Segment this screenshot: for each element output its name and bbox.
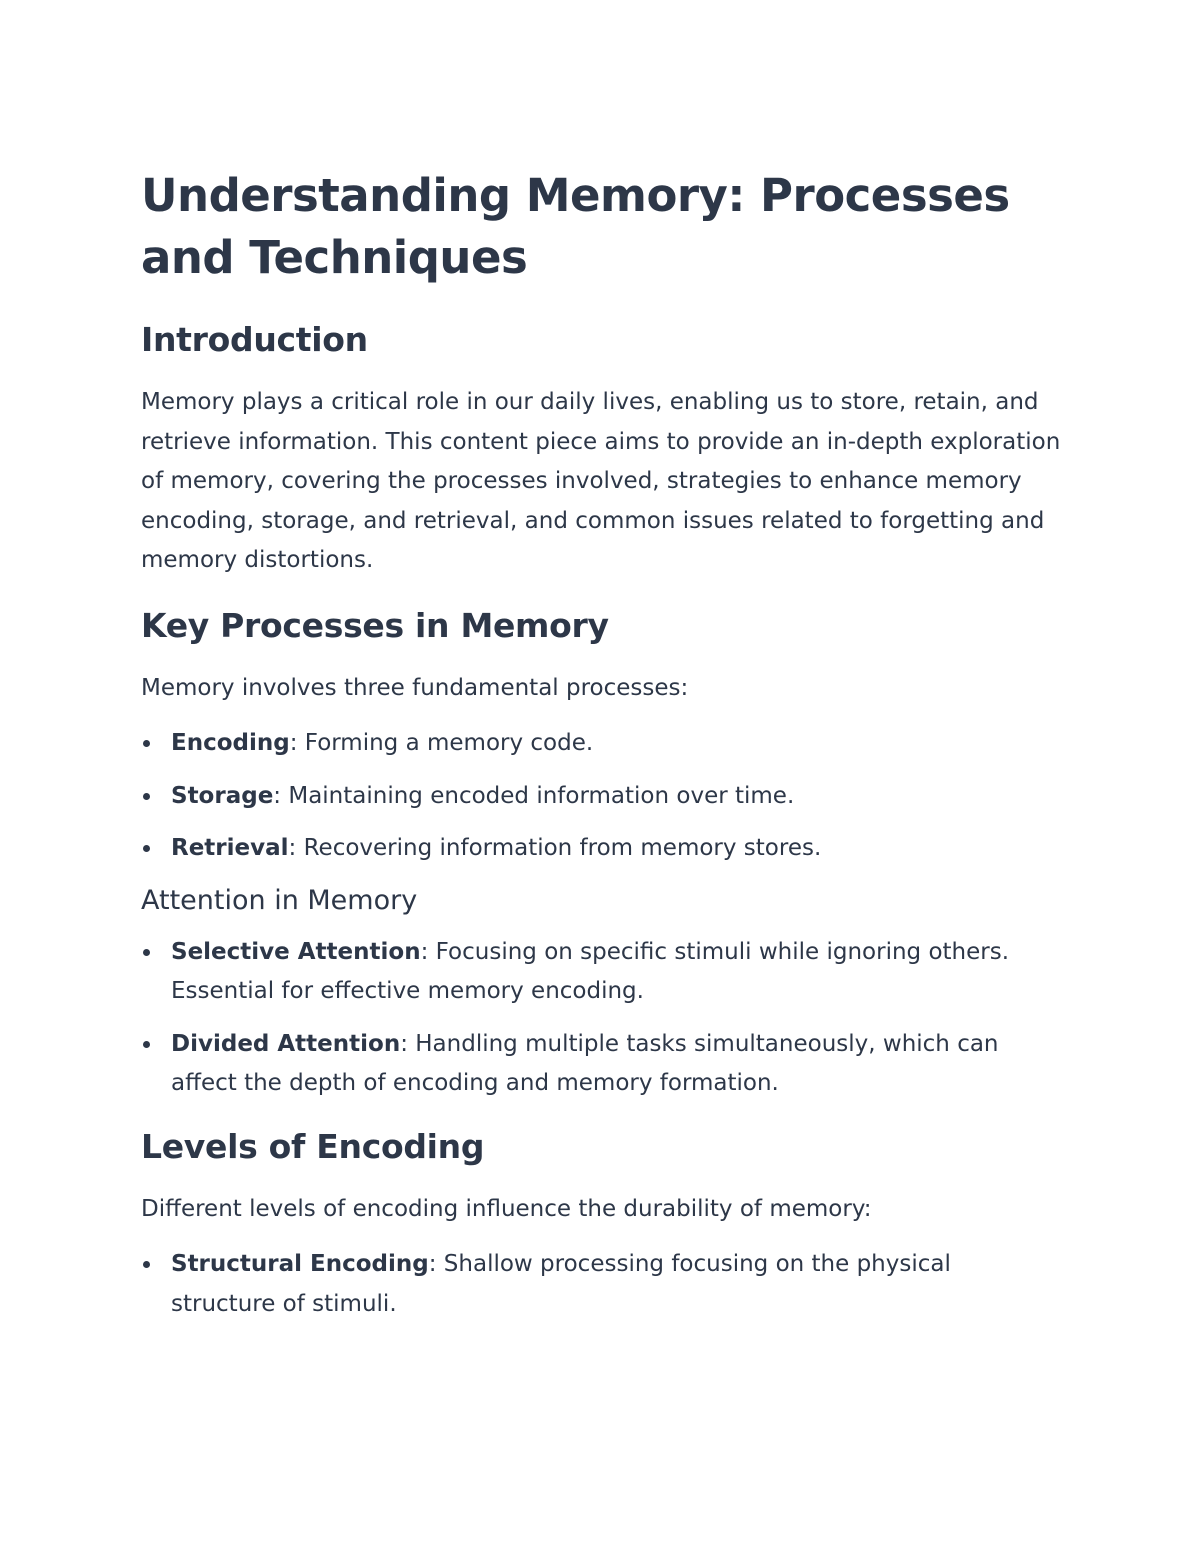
list-item-desc: : Shallow processing focusing on the physical structure of stimuli. [171,1251,951,1317]
key-processes-list [141,724,1061,869]
list-item-desc: : Forming a memory code. [289,730,594,756]
bullet-icon [143,740,150,747]
introduction-heading: Introduction [141,320,368,359]
key-processes-section [141,605,1061,869]
levels-intro: Different levels of encoding influence the durability of memory: [141,1195,872,1222]
attention-section [141,883,1061,1104]
list-item-term: Storage [171,782,274,809]
key-processes-intro: Memory involves three fundamental processes: [141,674,689,701]
attention-heading: Attention in Memory [141,884,418,916]
list-item [141,724,1061,764]
attention-list [141,933,1061,1104]
key-processes-heading: Key Processes in Memory [141,605,609,645]
document-title: Understanding Memory: Processes and Techniques [141,169,1010,284]
introduction-paragraph: Memory plays a critical role in our daily lives, enabling us to store, retain, and retrieve information. This content piece aims to provide an in-depth exploration of memory, covering the processes involved, strategies to enhance memory encoding, storage, and retrieval, and common issues related to forgetting and memory distortions. [141,389,1061,573]
levels-heading: Levels of Encoding [141,1126,485,1166]
list-item [141,829,1061,869]
list-item [141,1025,1061,1104]
list-item [141,777,1061,817]
list-item [141,1245,1061,1324]
bullet-icon [143,845,150,852]
list-item-desc: : Handling multiple tasks simultaneously, which can affect the depth of encoding and memory formation. [171,1030,999,1096]
bullet-icon [143,793,150,800]
list-item-term: Retrieval [171,835,289,861]
bullet-icon [143,1261,150,1268]
list-item-term: Divided Attention [171,1030,401,1057]
list-item-term: Encoding [171,730,290,756]
levels-section [141,1126,1061,1325]
list-item-desc: : Focusing on specific stimuli while ignoring others. Essential for effective memory encoding. [171,938,1010,1004]
bullet-icon [143,949,150,956]
levels-list [141,1245,1061,1324]
list-item-term: Selective Attention [171,938,421,965]
introduction-section [141,319,1061,581]
document-page [141,165,1061,1338]
bullet-icon [143,1041,150,1048]
list-item [141,933,1061,1012]
list-item-term: Structural Encoding [171,1251,429,1277]
list-item-desc: : Maintaining encoded information over time. [273,782,795,809]
list-item-desc: : Recovering information from memory stores. [288,835,822,861]
